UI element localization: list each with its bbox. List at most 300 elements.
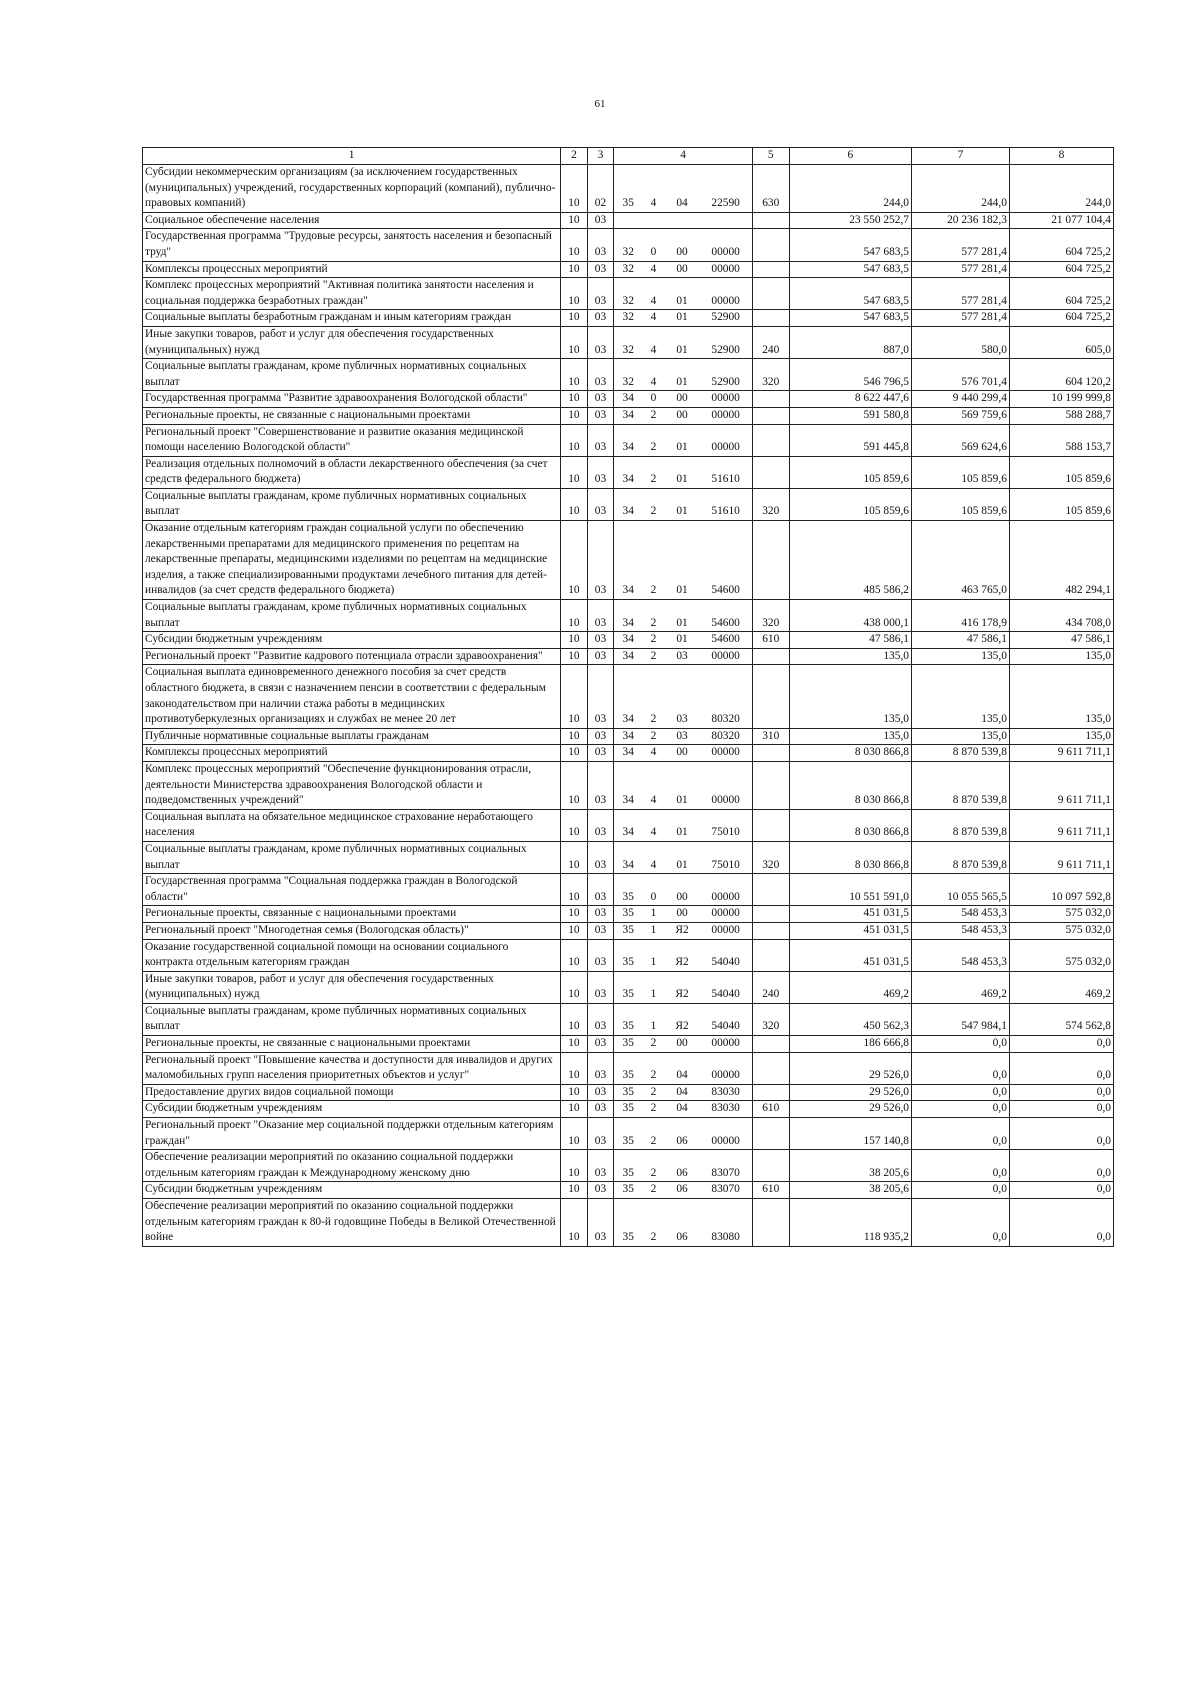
cell-amount-8: 469,2	[1009, 971, 1113, 1003]
header-row	[143, 148, 1114, 165]
cell-expense-type	[752, 212, 789, 229]
cell-amount-7: 20 236 182,3	[912, 212, 1010, 229]
cell-event: 01	[665, 456, 700, 488]
table-row	[143, 1182, 1114, 1199]
cell-subprogram: 2	[642, 1036, 664, 1053]
cell-section: 10	[561, 809, 588, 841]
cell-program: 34	[614, 665, 643, 728]
row-name: Иные закупки товаров, работ и услуг для обеспечения государственных (муниципальных) нужд	[143, 971, 561, 1003]
cell-subprogram: 4	[642, 326, 664, 358]
row-name: Региональные проекты, не связанные с национальными проектами	[143, 407, 561, 424]
budget-table	[142, 147, 1114, 1247]
cell-amount-6: 135,0	[789, 665, 911, 728]
cell-amount-8: 0,0	[1009, 1101, 1113, 1118]
cell-program: 32	[614, 310, 643, 327]
cell-section: 10	[561, 761, 588, 809]
cell-subsection: 03	[587, 1101, 614, 1118]
cell-subprogram: 2	[642, 665, 664, 728]
cell-section: 10	[561, 1052, 588, 1084]
row-name: Социальная выплата единовременного денежного пособия за счет средств областного бюджета, в связи с назначением пенсии в соответствии с федеральным законодательством при наличии стажа работы в медицинских противотуберкулезных организациях и службах не менее 20 лет	[143, 665, 561, 728]
cell-amount-6: 887,0	[789, 326, 911, 358]
cell-expense-type	[752, 456, 789, 488]
row-name: Иные закупки товаров, работ и услуг для обеспечения государственных (муниципальных) нужд	[143, 326, 561, 358]
cell-expense-type	[752, 310, 789, 327]
cell-program: 35	[614, 165, 643, 213]
cell-amount-6: 38 205,6	[789, 1150, 911, 1182]
cell-direction	[699, 212, 752, 229]
cell-subsection: 03	[587, 1052, 614, 1084]
row-name: Субсидии некоммерческим организациям (за исключением государственных (муниципальных) учреждений, государственных корпораций (компаний), публично-правовых компаний)	[143, 165, 561, 213]
cell-program: 35	[614, 1003, 643, 1035]
table-row	[143, 456, 1114, 488]
cell-program: 35	[614, 939, 643, 971]
row-name: Оказание отдельным категориям граждан социальной услуги по обеспечению лекарственными препаратами для медицинского применения по рецептам на лекарственные препараты, медицинскими изделиями по рецептам на медицинские изделия, а также специализированными продуктами лечебного питания для детей-инвалидов (за счет средств федерального бюджета)	[143, 521, 561, 600]
cell-program: 34	[614, 488, 643, 520]
cell-subsection: 03	[587, 745, 614, 762]
cell-amount-7: 569 759,6	[912, 407, 1010, 424]
cell-expense-type: 610	[752, 1182, 789, 1199]
cell-section: 10	[561, 1084, 588, 1101]
cell-program: 34	[614, 456, 643, 488]
cell-amount-6: 105 859,6	[789, 456, 911, 488]
cell-amount-8: 244,0	[1009, 165, 1113, 213]
cell-program: 32	[614, 359, 643, 391]
cell-direction: 51610	[699, 456, 752, 488]
row-name: Государственная программа "Развитие здравоохранения Вологодской области"	[143, 391, 561, 408]
cell-amount-6: 547 683,5	[789, 229, 911, 261]
cell-event: 00	[665, 407, 700, 424]
cell-direction: 54040	[699, 971, 752, 1003]
cell-program: 32	[614, 278, 643, 310]
cell-section: 10	[561, 424, 588, 456]
table-row	[143, 488, 1114, 520]
cell-subprogram: 4	[642, 165, 664, 213]
cell-amount-8: 10 097 592,8	[1009, 874, 1113, 906]
cell-section: 10	[561, 261, 588, 278]
cell-amount-6: 469,2	[789, 971, 911, 1003]
cell-amount-6: 10 551 591,0	[789, 874, 911, 906]
table-row	[143, 1118, 1114, 1150]
row-name: Предоставление других видов социальной помощи	[143, 1084, 561, 1101]
cell-amount-8: 9 611 711,1	[1009, 809, 1113, 841]
cell-amount-6: 450 562,3	[789, 1003, 911, 1035]
cell-amount-8: 604 725,2	[1009, 261, 1113, 278]
cell-event: 03	[665, 728, 700, 745]
row-name: Комплекс процессных мероприятий "Активная политика занятости населения и социальная поддержка безработных граждан"	[143, 278, 561, 310]
cell-direction: 52900	[699, 310, 752, 327]
cell-expense-type	[752, 745, 789, 762]
cell-subsection: 03	[587, 1118, 614, 1150]
cell-direction: 00000	[699, 407, 752, 424]
cell-program: 35	[614, 1150, 643, 1182]
cell-event: 00	[665, 906, 700, 923]
cell-section: 10	[561, 1003, 588, 1035]
cell-program: 35	[614, 1101, 643, 1118]
cell-program: 35	[614, 874, 643, 906]
cell-direction: 83070	[699, 1150, 752, 1182]
cell-program: 32	[614, 326, 643, 358]
row-name: Региональный проект "Оказание мер социальной поддержки отдельным категориям граждан"	[143, 1118, 561, 1150]
table-row	[143, 1003, 1114, 1035]
cell-program: 35	[614, 922, 643, 939]
cell-direction: 00000	[699, 922, 752, 939]
cell-expense-type	[752, 278, 789, 310]
cell-expense-type: 320	[752, 359, 789, 391]
cell-amount-7: 580,0	[912, 326, 1010, 358]
cell-program: 35	[614, 1052, 643, 1084]
cell-program: 32	[614, 229, 643, 261]
row-name: Региональный проект "Многодетная семья (Вологодская область)"	[143, 922, 561, 939]
table-row	[143, 922, 1114, 939]
header-col-1: 1	[143, 148, 561, 165]
cell-direction: 54600	[699, 521, 752, 600]
cell-amount-7: 463 765,0	[912, 521, 1010, 600]
table-row	[143, 761, 1114, 809]
cell-direction: 54600	[699, 632, 752, 649]
cell-amount-8: 604 725,2	[1009, 229, 1113, 261]
cell-expense-type	[752, 1118, 789, 1150]
cell-direction: 75010	[699, 809, 752, 841]
cell-amount-6: 38 205,6	[789, 1182, 911, 1199]
cell-direction: 00000	[699, 761, 752, 809]
cell-subprogram: 4	[642, 841, 664, 873]
cell-subsection: 03	[587, 326, 614, 358]
header-col-5: 5	[752, 148, 789, 165]
cell-amount-8: 575 032,0	[1009, 939, 1113, 971]
cell-amount-6: 23 550 252,7	[789, 212, 911, 229]
cell-amount-8: 135,0	[1009, 665, 1113, 728]
cell-section: 10	[561, 407, 588, 424]
cell-amount-7: 10 055 565,5	[912, 874, 1010, 906]
cell-expense-type	[752, 407, 789, 424]
cell-subprogram: 0	[642, 874, 664, 906]
cell-amount-7: 0,0	[912, 1052, 1010, 1084]
cell-direction: 00000	[699, 391, 752, 408]
cell-program: 34	[614, 745, 643, 762]
table-row	[143, 809, 1114, 841]
cell-expense-type	[752, 261, 789, 278]
cell-amount-7: 8 870 539,8	[912, 761, 1010, 809]
cell-subprogram: 1	[642, 922, 664, 939]
cell-expense-type	[752, 1199, 789, 1247]
row-name: Реализация отдельных полномочий в области лекарственного обеспечения (за счет средств федерального бюджета)	[143, 456, 561, 488]
table-row	[143, 1101, 1114, 1118]
cell-amount-8: 434 708,0	[1009, 600, 1113, 632]
cell-direction: 80320	[699, 728, 752, 745]
cell-subsection: 03	[587, 229, 614, 261]
cell-amount-8: 0,0	[1009, 1036, 1113, 1053]
cell-amount-7: 548 453,3	[912, 939, 1010, 971]
cell-subsection: 03	[587, 971, 614, 1003]
cell-expense-type: 310	[752, 728, 789, 745]
cell-amount-7: 0,0	[912, 1118, 1010, 1150]
cell-program: 34	[614, 809, 643, 841]
cell-expense-type	[752, 1052, 789, 1084]
cell-subsection: 03	[587, 488, 614, 520]
row-name: Оказание государственной социальной помощи на основании социального контракта отдельным категориям граждан	[143, 939, 561, 971]
cell-amount-8: 0,0	[1009, 1118, 1113, 1150]
cell-amount-7: 547 984,1	[912, 1003, 1010, 1035]
cell-expense-type: 240	[752, 971, 789, 1003]
cell-direction: 54040	[699, 1003, 752, 1035]
cell-subprogram: 2	[642, 407, 664, 424]
cell-subsection: 03	[587, 809, 614, 841]
cell-section: 10	[561, 229, 588, 261]
cell-subsection: 03	[587, 632, 614, 649]
cell-program: 34	[614, 600, 643, 632]
table-row	[143, 1052, 1114, 1084]
cell-amount-8: 588 153,7	[1009, 424, 1113, 456]
cell-subsection: 03	[587, 1182, 614, 1199]
cell-subprogram: 1	[642, 906, 664, 923]
cell-subsection: 03	[587, 841, 614, 873]
cell-expense-type	[752, 391, 789, 408]
cell-amount-8: 10 199 999,8	[1009, 391, 1113, 408]
cell-event: 01	[665, 424, 700, 456]
cell-amount-6: 8 622 447,6	[789, 391, 911, 408]
cell-event: 01	[665, 488, 700, 520]
cell-expense-type	[752, 1150, 789, 1182]
cell-subprogram: 2	[642, 1182, 664, 1199]
table-row	[143, 359, 1114, 391]
cell-expense-type: 320	[752, 600, 789, 632]
cell-section: 10	[561, 456, 588, 488]
cell-expense-type	[752, 648, 789, 665]
table-body	[143, 165, 1114, 1247]
cell-direction: 54040	[699, 939, 752, 971]
cell-subsection: 03	[587, 665, 614, 728]
cell-section: 10	[561, 391, 588, 408]
cell-event: 01	[665, 632, 700, 649]
cell-amount-8: 604 725,2	[1009, 310, 1113, 327]
table-row	[143, 971, 1114, 1003]
cell-subsection: 03	[587, 212, 614, 229]
cell-expense-type: 610	[752, 632, 789, 649]
cell-amount-7: 8 870 539,8	[912, 745, 1010, 762]
cell-program	[614, 212, 643, 229]
cell-event: 01	[665, 600, 700, 632]
cell-event: 00	[665, 229, 700, 261]
cell-direction: 00000	[699, 648, 752, 665]
cell-section: 10	[561, 841, 588, 873]
cell-amount-8: 604 120,2	[1009, 359, 1113, 391]
budget-table-container	[142, 147, 1114, 1247]
table-row	[143, 521, 1114, 600]
cell-subprogram: 1	[642, 971, 664, 1003]
table-row	[143, 261, 1114, 278]
cell-amount-8: 0,0	[1009, 1052, 1113, 1084]
cell-amount-7: 577 281,4	[912, 229, 1010, 261]
cell-subsection: 03	[587, 1036, 614, 1053]
cell-expense-type	[752, 1084, 789, 1101]
cell-amount-6: 547 683,5	[789, 261, 911, 278]
cell-subsection: 03	[587, 1199, 614, 1247]
cell-amount-7: 548 453,3	[912, 922, 1010, 939]
table-row	[143, 1199, 1114, 1247]
cell-event: 06	[665, 1118, 700, 1150]
cell-amount-7: 469,2	[912, 971, 1010, 1003]
row-name: Региональные проекты, связанные с национальными проектами	[143, 906, 561, 923]
cell-expense-type: 320	[752, 488, 789, 520]
row-name: Субсидии бюджетным учреждениям	[143, 632, 561, 649]
cell-expense-type	[752, 809, 789, 841]
cell-amount-8: 9 611 711,1	[1009, 761, 1113, 809]
cell-amount-6: 47 586,1	[789, 632, 911, 649]
cell-amount-8: 0,0	[1009, 1084, 1113, 1101]
cell-event: 01	[665, 310, 700, 327]
cell-subprogram: 2	[642, 1150, 664, 1182]
cell-amount-7: 569 624,6	[912, 424, 1010, 456]
cell-subprogram: 2	[642, 1199, 664, 1247]
cell-amount-6: 135,0	[789, 648, 911, 665]
cell-event: 04	[665, 1101, 700, 1118]
cell-amount-8: 105 859,6	[1009, 456, 1113, 488]
cell-amount-7: 0,0	[912, 1101, 1010, 1118]
cell-amount-6: 8 030 866,8	[789, 745, 911, 762]
row-name: Региональный проект "Повышение качества и доступности для инвалидов и других маломобильных групп населения приоритетных объектов и услуг"	[143, 1052, 561, 1084]
cell-amount-7: 105 859,6	[912, 456, 1010, 488]
cell-amount-8: 105 859,6	[1009, 488, 1113, 520]
cell-program: 34	[614, 407, 643, 424]
row-name: Социальные выплаты гражданам, кроме публичных нормативных социальных выплат	[143, 1003, 561, 1035]
cell-program: 35	[614, 1084, 643, 1101]
cell-amount-7: 577 281,4	[912, 261, 1010, 278]
cell-subprogram: 2	[642, 488, 664, 520]
cell-program: 32	[614, 261, 643, 278]
table-row	[143, 600, 1114, 632]
cell-subprogram: 4	[642, 745, 664, 762]
row-name: Обеспечение реализации мероприятий по оказанию социальной поддержки отдельным категориям граждан к 80-й годовщине Победы в Великой Отечественной войне	[143, 1199, 561, 1247]
cell-subprogram: 1	[642, 1003, 664, 1035]
cell-amount-6: 547 683,5	[789, 310, 911, 327]
header-col-7: 7	[912, 148, 1010, 165]
table-row	[143, 632, 1114, 649]
cell-event: Я2	[665, 922, 700, 939]
row-name: Обеспечение реализации мероприятий по оказанию социальной поддержки отдельным категориям граждан к Международному женскому дню	[143, 1150, 561, 1182]
row-name: Субсидии бюджетным учреждениям	[143, 1101, 561, 1118]
cell-section: 10	[561, 1150, 588, 1182]
cell-expense-type: 610	[752, 1101, 789, 1118]
table-row	[143, 391, 1114, 408]
cell-subsection: 03	[587, 1150, 614, 1182]
cell-program: 34	[614, 521, 643, 600]
cell-program: 35	[614, 1036, 643, 1053]
cell-program: 34	[614, 632, 643, 649]
cell-program: 35	[614, 971, 643, 1003]
row-name: Социальные выплаты гражданам, кроме публичных нормативных социальных выплат	[143, 600, 561, 632]
header-col-6: 6	[789, 148, 911, 165]
cell-event: 01	[665, 326, 700, 358]
table-row	[143, 407, 1114, 424]
cell-amount-8: 574 562,8	[1009, 1003, 1113, 1035]
cell-subprogram: 2	[642, 728, 664, 745]
cell-subprogram: 2	[642, 521, 664, 600]
table-row	[143, 1150, 1114, 1182]
table-row	[143, 1036, 1114, 1053]
table-row	[143, 212, 1114, 229]
cell-amount-7: 577 281,4	[912, 278, 1010, 310]
cell-subprogram: 2	[642, 632, 664, 649]
cell-section: 10	[561, 939, 588, 971]
cell-subprogram: 4	[642, 310, 664, 327]
cell-amount-6: 451 031,5	[789, 906, 911, 923]
cell-subprogram: 2	[642, 1118, 664, 1150]
row-name: Социальные выплаты гражданам, кроме публичных нормативных социальных выплат	[143, 841, 561, 873]
cell-section: 10	[561, 745, 588, 762]
cell-subsection: 03	[587, 261, 614, 278]
cell-direction: 52900	[699, 326, 752, 358]
cell-section: 10	[561, 971, 588, 1003]
cell-program: 35	[614, 906, 643, 923]
cell-expense-type: 320	[752, 841, 789, 873]
table-row	[143, 278, 1114, 310]
cell-section: 10	[561, 1101, 588, 1118]
row-name: Комплекс процессных мероприятий "Обеспечение функционирования отрасли, деятельности Министерства здравоохранения Вологодской области и подведомственных учреждений"	[143, 761, 561, 809]
cell-direction: 00000	[699, 424, 752, 456]
cell-program: 34	[614, 391, 643, 408]
cell-event: 03	[665, 665, 700, 728]
cell-subsection: 03	[587, 939, 614, 971]
row-name: Публичные нормативные социальные выплаты гражданам	[143, 728, 561, 745]
cell-amount-8: 9 611 711,1	[1009, 745, 1113, 762]
cell-subsection: 03	[587, 407, 614, 424]
cell-amount-7: 47 586,1	[912, 632, 1010, 649]
row-name: Социальное обеспечение населения	[143, 212, 561, 229]
cell-subsection: 03	[587, 922, 614, 939]
cell-direction: 00000	[699, 874, 752, 906]
cell-event: 04	[665, 1084, 700, 1101]
cell-subsection: 03	[587, 456, 614, 488]
cell-section: 10	[561, 359, 588, 391]
cell-event: 06	[665, 1199, 700, 1247]
cell-subprogram: 2	[642, 1084, 664, 1101]
cell-direction: 00000	[699, 1118, 752, 1150]
cell-subprogram: 0	[642, 391, 664, 408]
cell-program: 34	[614, 648, 643, 665]
cell-amount-6: 438 000,1	[789, 600, 911, 632]
cell-expense-type	[752, 874, 789, 906]
cell-direction: 00000	[699, 261, 752, 278]
cell-subsection: 02	[587, 165, 614, 213]
cell-amount-6: 485 586,2	[789, 521, 911, 600]
cell-subsection: 03	[587, 600, 614, 632]
header-col-2: 2	[561, 148, 588, 165]
table-row	[143, 939, 1114, 971]
cell-amount-8: 575 032,0	[1009, 906, 1113, 923]
cell-section: 10	[561, 648, 588, 665]
table-row	[143, 745, 1114, 762]
cell-event: Я2	[665, 939, 700, 971]
cell-event: 03	[665, 648, 700, 665]
cell-event: 00	[665, 261, 700, 278]
cell-amount-7: 576 701,4	[912, 359, 1010, 391]
row-name: Социальные выплаты гражданам, кроме публичных нормативных социальных выплат	[143, 488, 561, 520]
cell-amount-8: 0,0	[1009, 1182, 1113, 1199]
cell-amount-6: 118 935,2	[789, 1199, 911, 1247]
cell-subsection: 03	[587, 1003, 614, 1035]
cell-direction: 83030	[699, 1084, 752, 1101]
row-name: Государственная программа "Трудовые ресурсы, занятость населения и безопасный труд"	[143, 229, 561, 261]
cell-event: 00	[665, 745, 700, 762]
cell-amount-7: 105 859,6	[912, 488, 1010, 520]
cell-section: 10	[561, 521, 588, 600]
cell-amount-6: 8 030 866,8	[789, 841, 911, 873]
cell-subprogram: 0	[642, 229, 664, 261]
cell-amount-8: 588 288,7	[1009, 407, 1113, 424]
row-name: Социальные выплаты гражданам, кроме публичных нормативных социальных выплат	[143, 359, 561, 391]
cell-amount-7: 135,0	[912, 728, 1010, 745]
cell-subsection: 03	[587, 648, 614, 665]
